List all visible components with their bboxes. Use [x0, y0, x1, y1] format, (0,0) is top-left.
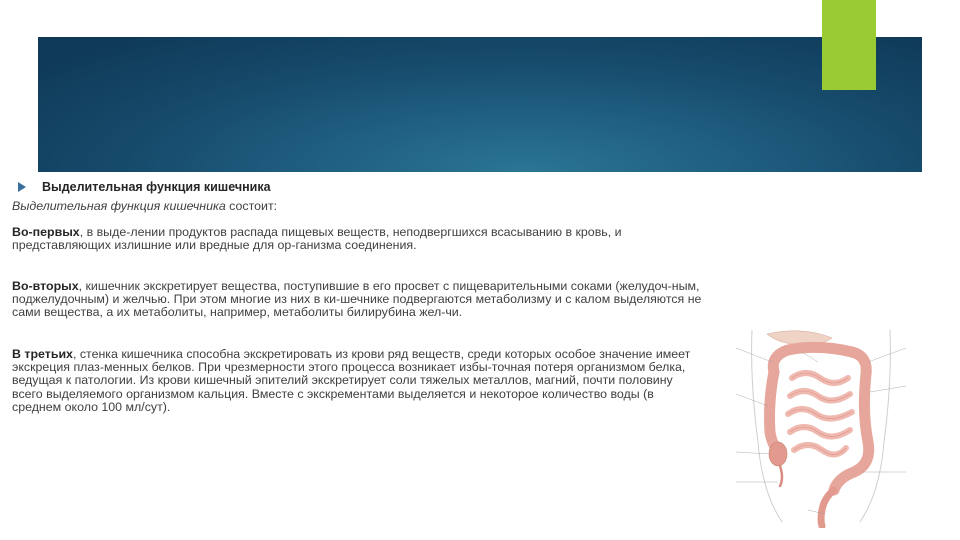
paragraph-text: , стенка кишечника способна экскретировать из крови ряд веществ, среди которых особое значение имеет экскреция плаз-менных белков. При чрезмерности этого процесса возникает избы-точная потеря организмом белка, ведущая к патологии. Из крови кишечный эпителий экскретирует соли тяжелых металлов, магний, почти половину всего выделяемого организмом кальция. Вместе с экскрементами выделяется и некоторое количество воды (в среднем около 100 мл/сут). — [12, 347, 691, 414]
triangle-right-icon — [18, 182, 26, 192]
title-banner — [38, 37, 922, 172]
paragraph-lead: Во-первых — [12, 225, 80, 239]
paragraph-second — [12, 280, 702, 320]
accent-bar — [822, 0, 876, 90]
intro-line — [12, 200, 702, 213]
slide-heading: Выделительная функция кишечника — [42, 180, 271, 194]
intestine-illustration — [722, 322, 920, 528]
intro-italic: Выделительная функция кишечника — [12, 199, 226, 213]
paragraph-text: , в выде-лении продуктов распада пищевых веществ, неподвергшихся всасыванию в кровь, и представляющих излишние или вредные для ор-ганизма соединения. — [12, 225, 622, 253]
heading-row — [18, 180, 271, 194]
paragraph-lead: Во-вторых — [12, 279, 79, 293]
paragraph-third — [12, 348, 702, 414]
paragraph-lead: В третьих — [12, 347, 73, 361]
paragraph-first — [12, 226, 702, 252]
paragraph-text: , кишечник экскретирует вещества, поступившие в его просвет с пищеварительными соками (желудоч-ным, поджелудочным) и желчью. При этом многие из них в ки-шечнике подвергаются метаболизму и с калом выделяются не сами вещества, а их метаболиты, например, метаболиты билирубина жел-чи. — [12, 279, 702, 320]
intro-rest: состоит: — [225, 199, 278, 213]
